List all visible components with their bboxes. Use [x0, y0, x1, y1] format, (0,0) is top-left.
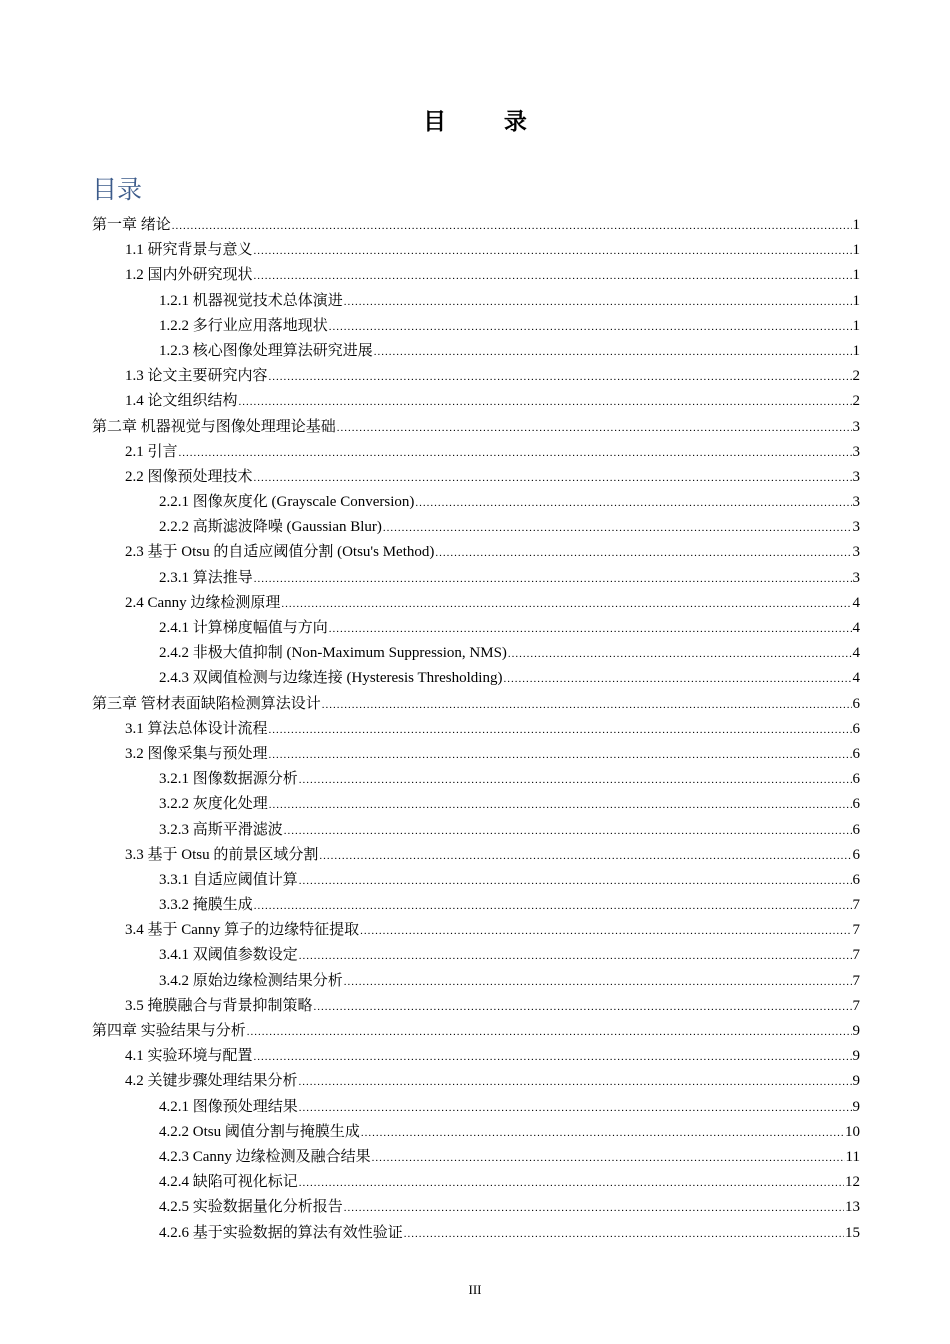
toc-entry-title: 4.2.1 图像预处理结果 [159, 1098, 298, 1115]
toc-entry-title: 2.2 图像预处理技术 [125, 468, 253, 485]
toc-entry-page: 3 [852, 544, 860, 561]
toc-entry[interactable] [92, 440, 860, 465]
toc-entry-page: 6 [852, 745, 860, 762]
dot-leader [299, 1070, 852, 1095]
dot-leader [299, 944, 852, 969]
toc-entry[interactable] [92, 314, 860, 339]
toc-entry-page: 6 [852, 846, 860, 863]
toc-entry[interactable] [92, 717, 860, 742]
toc-entry-title: 4.2.5 实验数据量化分析报告 [159, 1199, 343, 1216]
toc-entry-page: 7 [852, 922, 860, 939]
dot-leader [254, 264, 852, 289]
toc-entry-title: 第四章 实验结果与分析 [92, 1023, 246, 1039]
toc-entry-page: 1 [852, 267, 860, 284]
toc-entry-title: 2.3 基于 Otsu 的自适应阈值分割 (Otsu's Method) [125, 544, 435, 561]
toc-entry-page: 7 [852, 972, 860, 989]
toc-entry[interactable] [92, 1019, 860, 1044]
toc-entry-title: 2.4 Canny 边缘检测原理 [125, 594, 281, 611]
toc-entry[interactable] [92, 1145, 860, 1170]
toc-entry[interactable] [92, 1069, 860, 1094]
toc-entry[interactable] [92, 767, 860, 792]
toc-entry-title: 1.2.1 机器视觉技术总体演进 [159, 292, 343, 309]
toc-entry[interactable] [92, 540, 860, 565]
table-of-contents [92, 213, 860, 1246]
dot-leader [372, 1146, 845, 1171]
toc-entry[interactable] [92, 289, 860, 314]
toc-entry[interactable] [92, 994, 860, 1019]
toc-entry[interactable] [92, 969, 860, 994]
toc-entry-page: 4 [852, 620, 860, 636]
dot-leader [344, 1196, 844, 1221]
toc-entry[interactable] [92, 843, 860, 868]
toc-entry-page: 3 [852, 468, 860, 485]
toc-entry[interactable] [92, 918, 860, 943]
toc-entry-title: 4.2.2 Otsu 阈值分割与掩膜生成 [159, 1123, 360, 1140]
toc-entry[interactable] [92, 742, 860, 767]
toc-entry-page: 6 [852, 821, 860, 838]
toc-entry-page: 4 [852, 594, 860, 611]
toc-entry[interactable] [92, 818, 860, 843]
toc-heading: 目录 [92, 177, 143, 204]
dot-leader [329, 617, 852, 642]
toc-entry-page: 15 [845, 1224, 860, 1241]
dot-leader [254, 1045, 852, 1070]
toc-entry-page: 3 [852, 494, 860, 511]
toc-entry-page: 2 [852, 368, 860, 385]
toc-entry-page: 9 [852, 1073, 860, 1090]
toc-entry-title: 4.2.4 缺陷可视化标记 [159, 1174, 298, 1191]
toc-entry-page: 9 [852, 1098, 860, 1115]
dot-leader [404, 1222, 844, 1247]
page-title: 目 录 [423, 109, 553, 134]
toc-entry-title: 4.1 实验环境与配置 [125, 1048, 253, 1065]
toc-entry[interactable] [92, 868, 860, 893]
toc-entry-page: 4 [852, 670, 860, 687]
dot-leader [299, 1171, 844, 1196]
toc-entry-page: 13 [845, 1199, 860, 1216]
toc-entry[interactable] [92, 490, 860, 515]
dot-leader [254, 894, 852, 919]
dot-leader [508, 642, 852, 667]
dot-leader [269, 743, 852, 768]
dot-leader [281, 592, 851, 617]
toc-entry[interactable] [92, 943, 860, 968]
toc-entry[interactable] [92, 1095, 860, 1120]
toc-entry-page: 9 [852, 1048, 860, 1065]
toc-entry-title: 3.4.1 双阈值参数设定 [159, 947, 298, 964]
toc-entry[interactable] [92, 566, 860, 591]
toc-entry-page: 1 [852, 217, 860, 233]
toc-entry[interactable] [92, 1221, 860, 1246]
toc-entry-title: 1.3 论文主要研究内容 [125, 368, 268, 385]
toc-entry-page: 3 [852, 569, 860, 586]
dot-leader [179, 441, 852, 466]
dot-leader [254, 466, 852, 491]
toc-entry-title: 4.2 关键步骤处理结果分析 [125, 1073, 298, 1090]
toc-entry-title: 2.1 引言 [125, 443, 178, 460]
toc-entry-page: 1 [852, 292, 860, 309]
toc-entry-page: 6 [852, 796, 860, 813]
dot-leader [360, 919, 851, 944]
toc-entry-page: 6 [852, 720, 860, 737]
toc-entry[interactable] [92, 692, 860, 717]
toc-entry-title: 2.4.3 双阈值检测与边缘连接 (Hysteresis Thresholding) [159, 670, 503, 687]
dot-leader [172, 214, 852, 239]
toc-entry-title: 1.2.3 核心图像处理算法研究进展 [159, 342, 373, 359]
toc-entry[interactable] [92, 616, 860, 641]
dot-leader [435, 541, 851, 566]
toc-entry-page: 1 [852, 342, 860, 359]
dot-leader [284, 819, 852, 844]
dot-leader [415, 491, 851, 516]
toc-entry[interactable] [92, 591, 860, 616]
toc-entry-title: 3.1 算法总体设计流程 [125, 720, 268, 737]
toc-entry[interactable] [92, 415, 860, 440]
toc-entry[interactable] [92, 364, 860, 389]
toc-entry-title: 3.4 基于 Canny 算子的边缘特征提取 [125, 922, 360, 939]
toc-entry-title: 3.5 掩膜融合与背景抑制策略 [125, 997, 313, 1014]
toc-entry-title: 3.4.2 原始边缘检测结果分析 [159, 972, 343, 989]
toc-entry-page: 3 [852, 443, 860, 460]
toc-entry-page: 7 [852, 897, 860, 914]
toc-entry[interactable] [92, 666, 860, 691]
toc-entry[interactable] [92, 263, 860, 288]
toc-entry[interactable] [92, 1120, 860, 1145]
dot-leader [337, 416, 852, 441]
toc-entry-title: 4.2.3 Canny 边缘检测及融合结果 [159, 1148, 371, 1165]
toc-entry-title: 第三章 管材表面缺陷检测算法设计 [92, 695, 321, 712]
toc-entry[interactable] [92, 213, 860, 238]
toc-entry[interactable] [92, 515, 860, 540]
toc-entry-page: 7 [852, 947, 860, 964]
dot-leader [322, 693, 852, 718]
toc-entry[interactable] [92, 238, 860, 263]
toc-entry-page: 7 [852, 997, 860, 1014]
toc-entry-title: 3.3 基于 Otsu 的前景区域分割 [125, 846, 319, 863]
toc-entry-title: 3.2.3 高斯平滑滤波 [159, 821, 283, 838]
dot-leader [269, 365, 852, 390]
toc-entry[interactable] [92, 893, 860, 918]
toc-entry-page: 6 [852, 871, 860, 888]
dot-leader [254, 239, 852, 264]
dot-leader [314, 995, 852, 1020]
toc-entry-title: 2.2.1 图像灰度化 (Grayscale Conversion) [159, 494, 415, 511]
toc-entry-page: 2 [852, 393, 860, 410]
dot-leader [374, 340, 852, 365]
dot-leader [503, 667, 851, 692]
toc-entry-page: 1 [852, 317, 860, 334]
dot-leader [299, 1096, 852, 1121]
toc-entry-page: 10 [845, 1123, 860, 1140]
dot-leader [344, 290, 852, 315]
dot-leader [383, 516, 852, 541]
toc-entry-title: 3.2 图像采集与预处理 [125, 745, 268, 762]
toc-entry-title: 2.4.1 计算梯度幅值与方向 [159, 620, 328, 636]
toc-entry-title: 2.3.1 算法推导 [159, 569, 253, 586]
toc-entry-title: 3.2.2 灰度化处理 [159, 796, 268, 813]
toc-entry-title: 4.2.6 基于实验数据的算法有效性验证 [159, 1224, 403, 1241]
footer-page-number: III [468, 1282, 482, 1297]
toc-entry-title: 1.2.2 多行业应用落地现状 [159, 317, 328, 334]
toc-entry-page: 11 [845, 1148, 860, 1165]
toc-entry-title: 1.2 国内外研究现状 [125, 267, 253, 284]
toc-entry-title: 2.4.2 非极大值抑制 (Non-Maximum Suppression, NMS) [159, 645, 507, 662]
dot-leader [344, 970, 852, 995]
toc-entry[interactable] [92, 1170, 860, 1195]
toc-entry-title: 1.1 研究背景与意义 [125, 242, 253, 259]
toc-entry-title: 3.2.1 图像数据源分析 [159, 771, 298, 788]
toc-entry-title: 3.3.1 自适应阈值计算 [159, 871, 298, 888]
toc-entry-page: 1 [852, 242, 860, 259]
toc-entry[interactable] [92, 339, 860, 364]
toc-entry-page: 6 [852, 695, 860, 712]
dot-leader [239, 390, 852, 415]
dot-leader [299, 869, 852, 894]
toc-entry-page: 6 [852, 771, 860, 788]
toc-entry[interactable] [92, 1044, 860, 1069]
dot-leader [299, 768, 852, 793]
dot-leader [361, 1121, 844, 1146]
toc-entry[interactable] [92, 792, 860, 817]
dot-leader [269, 718, 852, 743]
toc-entry[interactable] [92, 641, 860, 666]
dot-leader [269, 793, 852, 818]
toc-entry-page: 3 [852, 418, 860, 435]
dot-leader [247, 1020, 852, 1045]
toc-entry-title: 3.3.2 掩膜生成 [159, 897, 253, 914]
dot-leader [254, 567, 852, 592]
toc-entry-title: 第一章 绪论 [92, 217, 171, 233]
toc-entry-page: 9 [852, 1023, 860, 1039]
toc-entry[interactable] [92, 465, 860, 490]
toc-entry-title: 第二章 机器视觉与图像处理理论基础 [92, 418, 336, 435]
dot-leader [329, 315, 852, 340]
toc-entry-title: 1.4 论文组织结构 [125, 393, 238, 410]
toc-entry-page: 12 [845, 1174, 860, 1191]
toc-entry[interactable] [92, 1195, 860, 1220]
toc-entry-page: 4 [852, 645, 860, 662]
toc-entry[interactable] [92, 389, 860, 414]
dot-leader [319, 844, 851, 869]
toc-entry-page: 3 [852, 519, 860, 536]
toc-entry-title: 2.2.2 高斯滤波降噪 (Gaussian Blur) [159, 519, 382, 536]
